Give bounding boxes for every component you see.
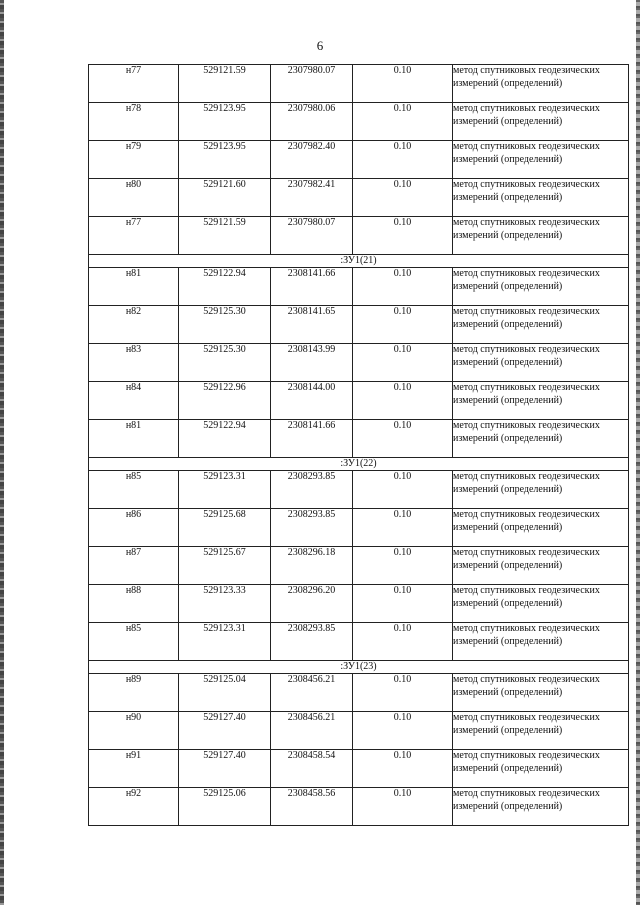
point-name: н77	[125, 217, 142, 228]
scan-edge-right	[636, 0, 640, 905]
x-coordinate: 529125.04	[203, 674, 246, 685]
point-name: н85	[125, 471, 142, 482]
x-coordinate: 529122.94	[203, 420, 246, 431]
method-text: метод спутниковых геодезических измерений (определений)	[453, 547, 600, 571]
point-name: н77	[125, 65, 142, 76]
y-coordinate: 2308456.21	[287, 674, 336, 685]
table-row	[89, 179, 629, 217]
y-coordinate: 2308144.00	[287, 382, 336, 393]
precision-value: 0.10	[393, 344, 412, 355]
point-name-cell	[89, 788, 179, 826]
point-name: н80	[125, 179, 142, 190]
y-coordinate-cell	[271, 509, 353, 547]
table-row	[89, 674, 629, 712]
x-coordinate: 529121.60	[203, 179, 246, 190]
precision-cell	[353, 268, 453, 306]
point-name: н92	[125, 788, 142, 799]
x-coordinate: 529125.67	[203, 547, 246, 558]
method-text: метод спутниковых геодезических измерений (определений)	[453, 585, 600, 609]
x-coordinate: 529125.68	[203, 509, 246, 520]
precision-value: 0.10	[393, 103, 412, 114]
y-coordinate: 2308458.54	[287, 750, 336, 761]
point-name-cell	[89, 674, 179, 712]
y-coordinate-cell	[271, 623, 353, 661]
scan-edge-left	[0, 0, 4, 905]
point-name-cell	[89, 344, 179, 382]
precision-value: 0.10	[393, 674, 412, 685]
method-cell	[453, 344, 629, 382]
precision-cell	[353, 217, 453, 255]
point-name-cell	[89, 179, 179, 217]
x-coordinate-cell	[179, 382, 271, 420]
point-name-cell	[89, 141, 179, 179]
point-name: н89	[125, 674, 142, 685]
method-text: метод спутниковых геодезических измерений (определений)	[453, 268, 600, 292]
method-text: метод спутниковых геодезических измерений (определений)	[453, 420, 600, 444]
point-name-cell	[89, 268, 179, 306]
precision-cell	[353, 471, 453, 509]
method-cell	[453, 306, 629, 344]
y-coordinate: 2308141.66	[287, 420, 336, 431]
precision-cell	[353, 141, 453, 179]
table-row	[89, 547, 629, 585]
method-text: метод спутниковых геодезических измерений (определений)	[453, 217, 600, 241]
table-row	[89, 382, 629, 420]
precision-value: 0.10	[393, 585, 412, 596]
y-coordinate-cell	[271, 268, 353, 306]
point-name: н78	[125, 103, 142, 114]
x-coordinate: 529123.95	[203, 141, 246, 152]
y-coordinate-cell	[271, 585, 353, 623]
table-row	[89, 420, 629, 458]
x-coordinate: 529125.30	[203, 306, 246, 317]
x-coordinate: 529121.59	[203, 217, 246, 228]
method-cell	[453, 471, 629, 509]
precision-value: 0.10	[393, 268, 412, 279]
method-text: метод спутниковых геодезических измерений (определений)	[453, 141, 600, 165]
point-name: н87	[125, 547, 142, 558]
precision-value: 0.10	[393, 65, 412, 76]
precision-cell	[353, 674, 453, 712]
y-coordinate-cell	[271, 217, 353, 255]
y-coordinate-cell	[271, 420, 353, 458]
section-header-row	[89, 661, 629, 674]
point-name-cell	[89, 217, 179, 255]
x-coordinate-cell	[179, 585, 271, 623]
x-coordinate-cell	[179, 217, 271, 255]
table-row	[89, 65, 629, 103]
y-coordinate-cell	[271, 712, 353, 750]
x-coordinate-cell	[179, 674, 271, 712]
section-label: :ЗУ1(21)	[340, 255, 377, 266]
method-text: метод спутниковых геодезических измерений (определений)	[453, 179, 600, 203]
table-row	[89, 712, 629, 750]
section-label: :ЗУ1(23)	[340, 661, 377, 672]
precision-cell	[353, 420, 453, 458]
y-coordinate: 2308141.65	[287, 306, 336, 317]
precision-value: 0.10	[393, 547, 412, 558]
x-coordinate: 529123.95	[203, 103, 246, 114]
y-coordinate-cell	[271, 788, 353, 826]
method-cell	[453, 65, 629, 103]
method-cell	[453, 179, 629, 217]
method-text: метод спутниковых геодезических измерений (определений)	[453, 382, 600, 406]
x-coordinate-cell	[179, 471, 271, 509]
coordinates-table-body	[89, 65, 629, 826]
precision-value: 0.10	[393, 788, 412, 799]
point-name-cell	[89, 547, 179, 585]
point-name-cell	[89, 420, 179, 458]
method-text: метод спутниковых геодезических измерений (определений)	[453, 306, 600, 330]
method-cell	[453, 674, 629, 712]
precision-cell	[353, 585, 453, 623]
table-row	[89, 788, 629, 826]
y-coordinate: 2308143.99	[287, 344, 336, 355]
x-coordinate-cell	[179, 712, 271, 750]
point-name: н85	[125, 623, 142, 634]
y-coordinate-cell	[271, 674, 353, 712]
method-cell	[453, 103, 629, 141]
x-coordinate-cell	[179, 750, 271, 788]
point-name: н79	[125, 141, 142, 152]
precision-value: 0.10	[393, 509, 412, 520]
method-cell	[453, 217, 629, 255]
point-name-cell	[89, 471, 179, 509]
y-coordinate: 2308296.20	[287, 585, 336, 596]
table-row	[89, 623, 629, 661]
method-text: метод спутниковых геодезических измерений (определений)	[453, 471, 600, 495]
method-cell	[453, 382, 629, 420]
precision-value: 0.10	[393, 712, 412, 723]
table-row	[89, 217, 629, 255]
method-text: метод спутниковых геодезических измерений (определений)	[453, 788, 600, 812]
section-label: :ЗУ1(22)	[340, 458, 377, 469]
section-header-row	[89, 255, 629, 268]
x-coordinate: 529125.06	[203, 788, 246, 799]
table-row	[89, 268, 629, 306]
x-coordinate: 529121.59	[203, 65, 246, 76]
y-coordinate: 2308141.66	[287, 268, 336, 279]
x-coordinate-cell	[179, 547, 271, 585]
precision-cell	[353, 65, 453, 103]
method-cell	[453, 268, 629, 306]
point-name-cell	[89, 65, 179, 103]
x-coordinate: 529122.94	[203, 268, 246, 279]
method-cell	[453, 623, 629, 661]
method-cell	[453, 750, 629, 788]
y-coordinate-cell	[271, 65, 353, 103]
coordinates-table	[88, 64, 629, 826]
page-number: 6	[316, 38, 324, 53]
y-coordinate: 2307980.06	[287, 103, 336, 114]
x-coordinate-cell	[179, 268, 271, 306]
point-name: н82	[125, 306, 142, 317]
section-label-cell	[89, 661, 629, 674]
y-coordinate-cell	[271, 179, 353, 217]
x-coordinate: 529125.30	[203, 344, 246, 355]
method-cell	[453, 547, 629, 585]
x-coordinate: 529123.31	[203, 623, 246, 634]
table-row	[89, 141, 629, 179]
precision-value: 0.10	[393, 217, 412, 228]
y-coordinate: 2307980.07	[287, 217, 336, 228]
precision-value: 0.10	[393, 420, 412, 431]
point-name-cell	[89, 103, 179, 141]
x-coordinate-cell	[179, 509, 271, 547]
section-label-cell	[89, 255, 629, 268]
precision-cell	[353, 509, 453, 547]
method-cell	[453, 712, 629, 750]
method-text: метод спутниковых геодезических измерений (определений)	[453, 344, 600, 368]
precision-value: 0.10	[393, 306, 412, 317]
precision-value: 0.10	[393, 471, 412, 482]
precision-cell	[353, 382, 453, 420]
precision-value: 0.10	[393, 623, 412, 634]
method-cell	[453, 420, 629, 458]
point-name: н83	[125, 344, 142, 355]
y-coordinate-cell	[271, 471, 353, 509]
y-coordinate-cell	[271, 103, 353, 141]
y-coordinate-cell	[271, 382, 353, 420]
method-text: метод спутниковых геодезических измерений (определений)	[453, 623, 600, 647]
x-coordinate: 529123.31	[203, 471, 246, 482]
point-name-cell	[89, 623, 179, 661]
method-text: метод спутниковых геодезических измерений (определений)	[453, 750, 600, 774]
precision-cell	[353, 750, 453, 788]
x-coordinate-cell	[179, 179, 271, 217]
y-coordinate-cell	[271, 344, 353, 382]
precision-value: 0.10	[393, 179, 412, 190]
precision-cell	[353, 103, 453, 141]
x-coordinate-cell	[179, 788, 271, 826]
y-coordinate: 2308293.85	[287, 509, 336, 520]
y-coordinate: 2308458.56	[287, 788, 336, 799]
y-coordinate: 2308293.85	[287, 471, 336, 482]
table-row	[89, 306, 629, 344]
table-row	[89, 471, 629, 509]
y-coordinate-cell	[271, 750, 353, 788]
method-cell	[453, 788, 629, 826]
precision-cell	[353, 623, 453, 661]
x-coordinate-cell	[179, 103, 271, 141]
x-coordinate-cell	[179, 344, 271, 382]
point-name: н90	[125, 712, 142, 723]
table-row	[89, 509, 629, 547]
y-coordinate: 2308293.85	[287, 623, 336, 634]
table-row	[89, 585, 629, 623]
point-name-cell	[89, 750, 179, 788]
point-name: н88	[125, 585, 142, 596]
x-coordinate-cell	[179, 623, 271, 661]
x-coordinate: 529127.40	[203, 712, 246, 723]
y-coordinate: 2307980.07	[287, 65, 336, 76]
table-row	[89, 344, 629, 382]
point-name-cell	[89, 509, 179, 547]
method-text: метод спутниковых геодезических измерений (определений)	[453, 712, 600, 736]
method-text: метод спутниковых геодезических измерений (определений)	[453, 674, 600, 698]
point-name: н91	[125, 750, 142, 761]
point-name-cell	[89, 585, 179, 623]
section-label-cell	[89, 458, 629, 471]
method-cell	[453, 141, 629, 179]
x-coordinate-cell	[179, 306, 271, 344]
precision-cell	[353, 547, 453, 585]
y-coordinate: 2308456.21	[287, 712, 336, 723]
point-name-cell	[89, 306, 179, 344]
point-name: н84	[125, 382, 142, 393]
x-coordinate-cell	[179, 65, 271, 103]
method-text: метод спутниковых геодезических измерений (определений)	[453, 65, 600, 89]
precision-cell	[353, 179, 453, 217]
method-cell	[453, 585, 629, 623]
method-text: метод спутниковых геодезических измерений (определений)	[453, 509, 600, 533]
precision-value: 0.10	[393, 750, 412, 761]
precision-cell	[353, 712, 453, 750]
y-coordinate: 2308296.18	[287, 547, 336, 558]
method-cell	[453, 509, 629, 547]
point-name-cell	[89, 382, 179, 420]
y-coordinate-cell	[271, 547, 353, 585]
x-coordinate: 529122.96	[203, 382, 246, 393]
y-coordinate-cell	[271, 141, 353, 179]
precision-cell	[353, 788, 453, 826]
point-name-cell	[89, 712, 179, 750]
section-header-row	[89, 458, 629, 471]
y-coordinate-cell	[271, 306, 353, 344]
precision-cell	[353, 306, 453, 344]
point-name: н81	[125, 420, 142, 431]
precision-cell	[353, 344, 453, 382]
table-row	[89, 750, 629, 788]
x-coordinate: 529123.33	[203, 585, 246, 596]
y-coordinate: 2307982.40	[287, 141, 336, 152]
x-coordinate-cell	[179, 141, 271, 179]
precision-value: 0.10	[393, 141, 412, 152]
point-name: н86	[125, 509, 142, 520]
y-coordinate: 2307982.41	[287, 179, 336, 190]
method-text: метод спутниковых геодезических измерений (определений)	[453, 103, 600, 127]
x-coordinate-cell	[179, 420, 271, 458]
precision-value: 0.10	[393, 382, 412, 393]
table-row	[89, 103, 629, 141]
point-name: н81	[125, 268, 142, 279]
x-coordinate: 529127.40	[203, 750, 246, 761]
